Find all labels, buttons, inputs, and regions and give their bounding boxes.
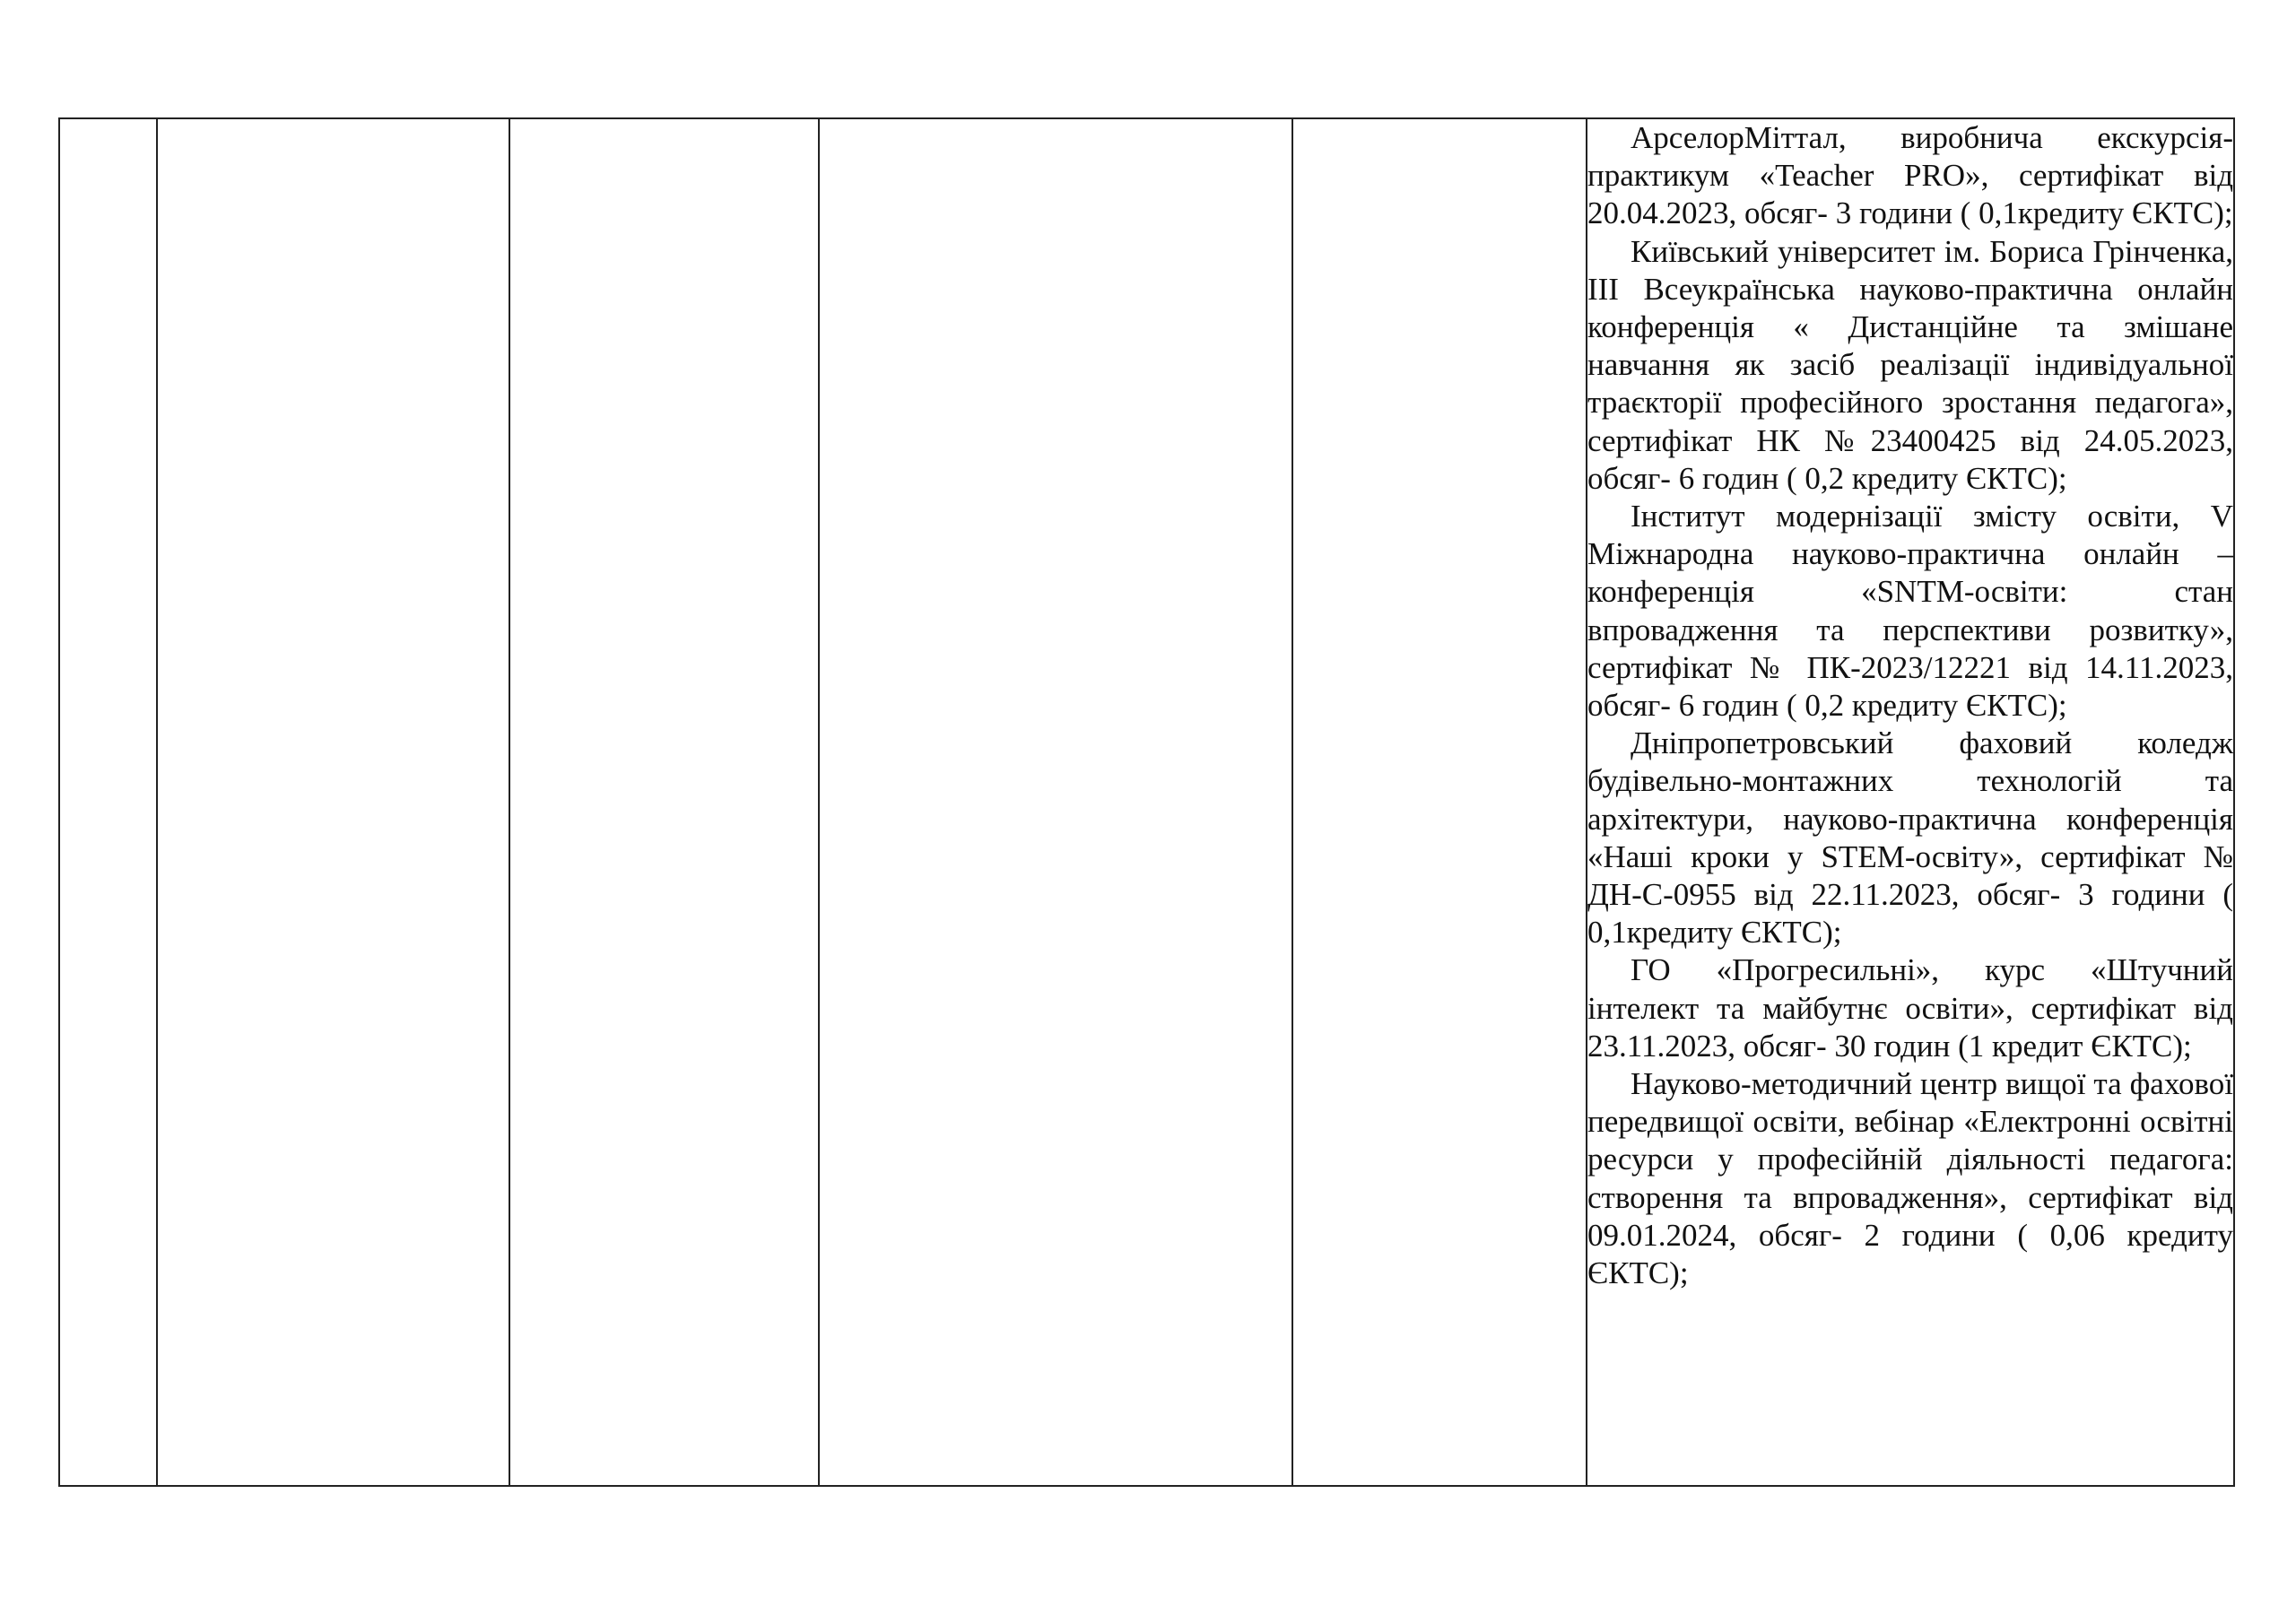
- qualification-entry: ГО «Прогресильні», курс «Штучний інтелект та майбутнє освіти», сертифікат від 23.11.2023, обсяг- 30 годин (1 кредит ЄКТС);: [1587, 952, 2233, 1064]
- table-cell-position: [509, 118, 819, 1486]
- qualification-entry: Київський університет ім. Бориса Грінченка, ІІІ Всеукраїнська науково-практична онлайн конференція « Дистанційне та змішане навчання як засіб реалізації індивідуальної траєкторії професійного зростання педагога», сертифікат НК №23400425 від 24.05.2023, обсяг- 6 годин ( 0,2 кредиту ЄКТС);: [1587, 233, 2233, 496]
- qualification-entry: Дніпропетровський фаховий коледж будівельно-монтажних технологій та архітектури, науково-практична конференція «Наші кроки у STEM-освіту», сертифікат № ДН-С-0955 від 22.11.2023, обсяг- 3 години ( 0,1кредиту ЄКТС);: [1587, 725, 2233, 951]
- qualification-entry: Науково-методичний центр вищої та фахової передвищої освіти, вебінар «Електронні освітні ресурси у професійній діяльності педагога: створення та впровадження», сертифікат від 09.01.2024, обсяг- 2 години ( 0,06 кредиту ЄКТС);: [1587, 1066, 2233, 1291]
- table-cell-experience: [1292, 118, 1587, 1486]
- table-cell-education: [819, 118, 1292, 1486]
- table-row: [59, 118, 2234, 1486]
- qualification-table: [58, 117, 2235, 1487]
- table-cell-qualification: [1587, 118, 2234, 1486]
- table-cell-number: [59, 118, 157, 1486]
- qualification-entry: Інститут модернізації змісту освіти, V Міжнародна науково-практична онлайн – конференція «SNTM-освіти: стан впровадження та перспективи розвитку», сертифікат № ПК-2023/12221 від 14.11.2023, обсяг- 6 годин ( 0,2 кредиту ЄКТС);: [1587, 499, 2233, 724]
- qualification-entry: АрселорМіттал, виробнича екскурсія-практикум «Teacher PRO», сертифікат від 20.04.2023, обсяг- 3 години ( 0,1кредиту ЄКТС);: [1587, 120, 2233, 231]
- table-cell-name: [157, 118, 509, 1486]
